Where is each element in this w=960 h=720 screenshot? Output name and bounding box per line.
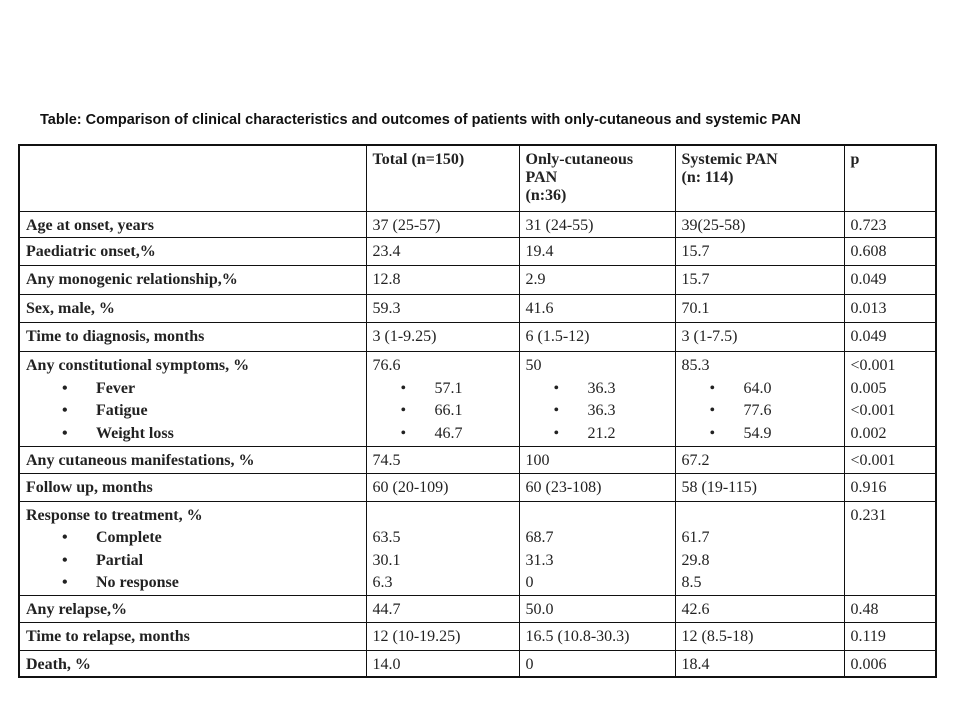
sub-value-line bbox=[373, 400, 513, 423]
p-value-cell bbox=[844, 238, 936, 266]
value: 19.4 bbox=[525, 243, 554, 260]
bullet-icon: • bbox=[62, 424, 68, 442]
sub-p-value: 0.005 bbox=[850, 379, 887, 397]
row-label bbox=[19, 352, 366, 447]
value: 58 (19-115) bbox=[681, 478, 757, 496]
p-value: 0.916 bbox=[850, 478, 887, 496]
value-cell bbox=[519, 266, 675, 295]
value-cell bbox=[519, 501, 675, 595]
p-value: <0.001 bbox=[850, 357, 896, 374]
value-cell bbox=[675, 447, 844, 474]
bullet-icon: • bbox=[62, 402, 68, 419]
column-header-line: Systemic PAN bbox=[681, 151, 778, 168]
value: 76.6 bbox=[372, 357, 401, 374]
sub-item-text: Complete bbox=[96, 529, 162, 546]
value: 70.1 bbox=[681, 300, 710, 317]
value: 18.4 bbox=[681, 655, 710, 673]
value-cell bbox=[675, 595, 844, 622]
p-value-cell bbox=[844, 447, 936, 474]
value: 60 (23-108) bbox=[525, 478, 602, 496]
table-row bbox=[19, 622, 936, 650]
sub-item-text: Weight loss bbox=[96, 424, 174, 442]
bullet-icon: • bbox=[62, 551, 68, 569]
value-cell bbox=[366, 211, 519, 238]
value-cell bbox=[675, 622, 844, 650]
row-label-text: Time to diagnosis, months bbox=[26, 328, 205, 345]
sub-value: 21.2 bbox=[587, 424, 616, 442]
bullet-icon: • bbox=[62, 529, 68, 546]
value-cell bbox=[519, 238, 675, 266]
sub-p-value bbox=[851, 572, 930, 595]
value bbox=[526, 505, 669, 528]
row-label-text: Any cutaneous manifestations, % bbox=[26, 452, 255, 469]
value: 59.3 bbox=[372, 300, 401, 317]
row-label bbox=[19, 295, 366, 323]
sub-value: 68.7 bbox=[525, 529, 554, 546]
value-cell bbox=[519, 352, 675, 447]
p-value-cell bbox=[844, 211, 936, 238]
column-header bbox=[366, 145, 519, 211]
sub-value: 6.3 bbox=[372, 574, 393, 591]
value: 3 (1-7.5) bbox=[681, 328, 738, 345]
p-value-cell bbox=[844, 323, 936, 352]
value: 12 (8.5-18) bbox=[681, 627, 754, 645]
row-label bbox=[19, 447, 366, 474]
sub-value-line bbox=[526, 400, 669, 423]
sub-value: 64.0 bbox=[743, 379, 772, 397]
sub-value: 36.3 bbox=[587, 379, 616, 397]
table-row bbox=[19, 473, 936, 501]
p-value: 0.049 bbox=[850, 328, 887, 345]
value: 6 (1.5-12) bbox=[525, 328, 590, 345]
value-cell bbox=[675, 323, 844, 352]
value-cell bbox=[366, 352, 519, 447]
column-header bbox=[19, 145, 366, 211]
value-cell bbox=[366, 323, 519, 352]
row-label-text: Response to treatment, % bbox=[26, 506, 203, 524]
sub-item-label bbox=[26, 527, 360, 550]
value-cell bbox=[675, 650, 844, 677]
p-value-cell bbox=[844, 352, 936, 447]
sub-value-line bbox=[682, 423, 838, 446]
value: 42.6 bbox=[681, 600, 710, 618]
p-value-cell bbox=[844, 473, 936, 501]
value-cell bbox=[519, 650, 675, 677]
value: 2.9 bbox=[525, 271, 546, 288]
sub-p-value: <0.001 bbox=[850, 402, 896, 419]
column-header-line: Total (n=150) bbox=[372, 151, 465, 168]
table-row bbox=[19, 266, 936, 295]
value-cell bbox=[366, 622, 519, 650]
value: 39(25-58) bbox=[681, 216, 746, 234]
p-value: <0.001 bbox=[850, 452, 896, 469]
value: 50 bbox=[525, 357, 542, 374]
value: 15.7 bbox=[681, 243, 710, 260]
value: 41.6 bbox=[525, 300, 554, 317]
bullet-icon: • bbox=[553, 379, 560, 397]
column-header bbox=[675, 145, 844, 211]
value-cell bbox=[366, 595, 519, 622]
row-label-text: Age at onset, years bbox=[26, 216, 154, 234]
sub-item-text: Fatigue bbox=[96, 402, 148, 419]
table-row bbox=[19, 323, 936, 352]
value: 23.4 bbox=[372, 243, 401, 260]
value-cell bbox=[675, 352, 844, 447]
p-value: 0.049 bbox=[850, 271, 887, 288]
sub-value: 46.7 bbox=[434, 424, 463, 442]
value: 16.5 (10.8-30.3) bbox=[525, 627, 630, 645]
value-cell bbox=[519, 211, 675, 238]
row-label-text: Any monogenic relationship,% bbox=[26, 271, 238, 288]
table-row bbox=[19, 595, 936, 622]
value-cell bbox=[675, 295, 844, 323]
bullet-icon: • bbox=[553, 402, 560, 419]
row-label bbox=[19, 323, 366, 352]
p-value-cell bbox=[844, 595, 936, 622]
sub-value-line bbox=[682, 378, 838, 401]
sub-value: 77.6 bbox=[743, 402, 772, 419]
sub-item-label bbox=[26, 550, 360, 573]
table-row bbox=[19, 295, 936, 323]
value: 50.0 bbox=[525, 600, 554, 618]
row-label bbox=[19, 501, 366, 595]
column-header-line: (n: 114) bbox=[681, 169, 734, 186]
column-header-line: PAN bbox=[525, 169, 558, 186]
p-value-cell bbox=[844, 266, 936, 295]
bullet-icon: • bbox=[62, 574, 68, 591]
row-label bbox=[19, 211, 366, 238]
value: 37 (25-57) bbox=[372, 216, 441, 234]
sub-item-label bbox=[26, 572, 360, 595]
bullet-icon: • bbox=[709, 424, 716, 442]
column-header bbox=[844, 145, 936, 211]
p-value: 0.608 bbox=[850, 243, 887, 260]
row-label-text: Time to relapse, months bbox=[26, 627, 190, 645]
row-label bbox=[19, 266, 366, 295]
table-row bbox=[19, 211, 936, 238]
column-header bbox=[519, 145, 675, 211]
bullet-icon: • bbox=[553, 424, 560, 442]
sub-p-value: 0.002 bbox=[850, 424, 887, 442]
value-cell bbox=[366, 295, 519, 323]
value-cell bbox=[675, 501, 844, 595]
value: 74.5 bbox=[372, 452, 401, 469]
table-row bbox=[19, 501, 936, 595]
row-label bbox=[19, 473, 366, 501]
value-cell bbox=[519, 595, 675, 622]
comparison-table bbox=[18, 144, 937, 678]
table-header-row bbox=[19, 145, 936, 211]
p-value: 0.723 bbox=[850, 216, 887, 234]
value-cell bbox=[519, 295, 675, 323]
p-value: 0.48 bbox=[850, 600, 879, 618]
sub-item-text: Partial bbox=[96, 551, 144, 569]
row-label bbox=[19, 622, 366, 650]
sub-value-line bbox=[526, 378, 669, 401]
value-cell bbox=[675, 473, 844, 501]
value-cell bbox=[675, 266, 844, 295]
row-label-text: Paediatric onset,% bbox=[26, 243, 156, 260]
p-value-cell bbox=[844, 295, 936, 323]
value-cell bbox=[675, 211, 844, 238]
row-label-text: Any relapse,% bbox=[26, 600, 128, 618]
value: 15.7 bbox=[681, 271, 710, 288]
bullet-icon: • bbox=[400, 402, 407, 419]
p-value-cell bbox=[844, 501, 936, 595]
value-cell bbox=[366, 501, 519, 595]
sub-value-line bbox=[373, 423, 513, 446]
p-value: 0.006 bbox=[850, 655, 887, 673]
value: 12 (10-19.25) bbox=[372, 627, 461, 645]
value bbox=[373, 505, 513, 528]
value-cell bbox=[675, 238, 844, 266]
bullet-icon: • bbox=[709, 379, 716, 397]
sub-value: 31.3 bbox=[525, 551, 554, 569]
sub-item-label bbox=[26, 400, 360, 423]
bullet-icon: • bbox=[62, 379, 68, 397]
sub-value: 30.1 bbox=[372, 551, 401, 569]
table-row bbox=[19, 447, 936, 474]
sub-value: 0 bbox=[525, 574, 534, 591]
value: 100 bbox=[525, 452, 550, 469]
sub-value-line bbox=[373, 378, 513, 401]
value: 0 bbox=[525, 655, 534, 673]
bullet-icon: • bbox=[400, 379, 407, 397]
value: 67.2 bbox=[681, 452, 710, 469]
sub-value: 63.5 bbox=[372, 529, 401, 546]
p-value: 0.231 bbox=[850, 506, 887, 524]
sub-value-line bbox=[526, 423, 669, 446]
value-cell bbox=[366, 650, 519, 677]
value: 44.7 bbox=[372, 600, 401, 618]
sub-p-value bbox=[851, 550, 930, 573]
value-cell bbox=[366, 238, 519, 266]
value bbox=[682, 505, 838, 528]
table-title: Table: Comparison of clinical characteristics and outcomes of patients with only-cutaneous and systemic PAN bbox=[40, 112, 801, 128]
column-header-line: p bbox=[850, 151, 860, 168]
column-header-line: Only-cutaneous bbox=[525, 151, 634, 168]
value-cell bbox=[366, 266, 519, 295]
bullet-icon: • bbox=[400, 424, 407, 442]
value-cell bbox=[519, 473, 675, 501]
value-cell bbox=[519, 622, 675, 650]
value: 85.3 bbox=[681, 357, 710, 374]
sub-item-text: No response bbox=[96, 574, 179, 591]
row-label bbox=[19, 650, 366, 677]
column-header-line: (n:36) bbox=[525, 187, 567, 204]
value: 60 (20-109) bbox=[372, 478, 449, 496]
row-label bbox=[19, 595, 366, 622]
row-label-text: Follow up, months bbox=[26, 478, 153, 496]
value-cell bbox=[519, 323, 675, 352]
value-cell bbox=[366, 473, 519, 501]
sub-item-label bbox=[26, 423, 360, 446]
bullet-icon: • bbox=[709, 402, 716, 419]
value: 12.8 bbox=[372, 271, 401, 288]
p-value: 0.119 bbox=[850, 627, 886, 645]
value: 31 (24-55) bbox=[525, 216, 594, 234]
table-row bbox=[19, 650, 936, 677]
sub-value: 36.3 bbox=[587, 402, 616, 419]
p-value-cell bbox=[844, 650, 936, 677]
sub-value: 29.8 bbox=[681, 551, 710, 569]
row-label-text: Any constitutional symptoms, % bbox=[26, 357, 250, 374]
sub-value: 66.1 bbox=[434, 402, 463, 419]
sub-value: 57.1 bbox=[434, 379, 463, 397]
value: 3 (1-9.25) bbox=[372, 328, 437, 345]
row-label-text: Sex, male, % bbox=[26, 300, 115, 317]
sub-value: 61.7 bbox=[681, 529, 710, 546]
sub-value: 8.5 bbox=[681, 574, 702, 591]
row-label-text: Death, % bbox=[26, 655, 91, 673]
sub-p-value bbox=[851, 527, 930, 550]
sub-value-line bbox=[682, 400, 838, 423]
value: 14.0 bbox=[372, 655, 401, 673]
p-value: 0.013 bbox=[850, 300, 887, 317]
p-value-cell bbox=[844, 622, 936, 650]
table-row bbox=[19, 238, 936, 266]
row-label bbox=[19, 238, 366, 266]
table-row bbox=[19, 352, 936, 447]
sub-item-text: Fever bbox=[96, 379, 136, 397]
sub-value: 54.9 bbox=[743, 424, 772, 442]
sub-item-label bbox=[26, 378, 360, 401]
value-cell bbox=[519, 447, 675, 474]
value-cell bbox=[366, 447, 519, 474]
